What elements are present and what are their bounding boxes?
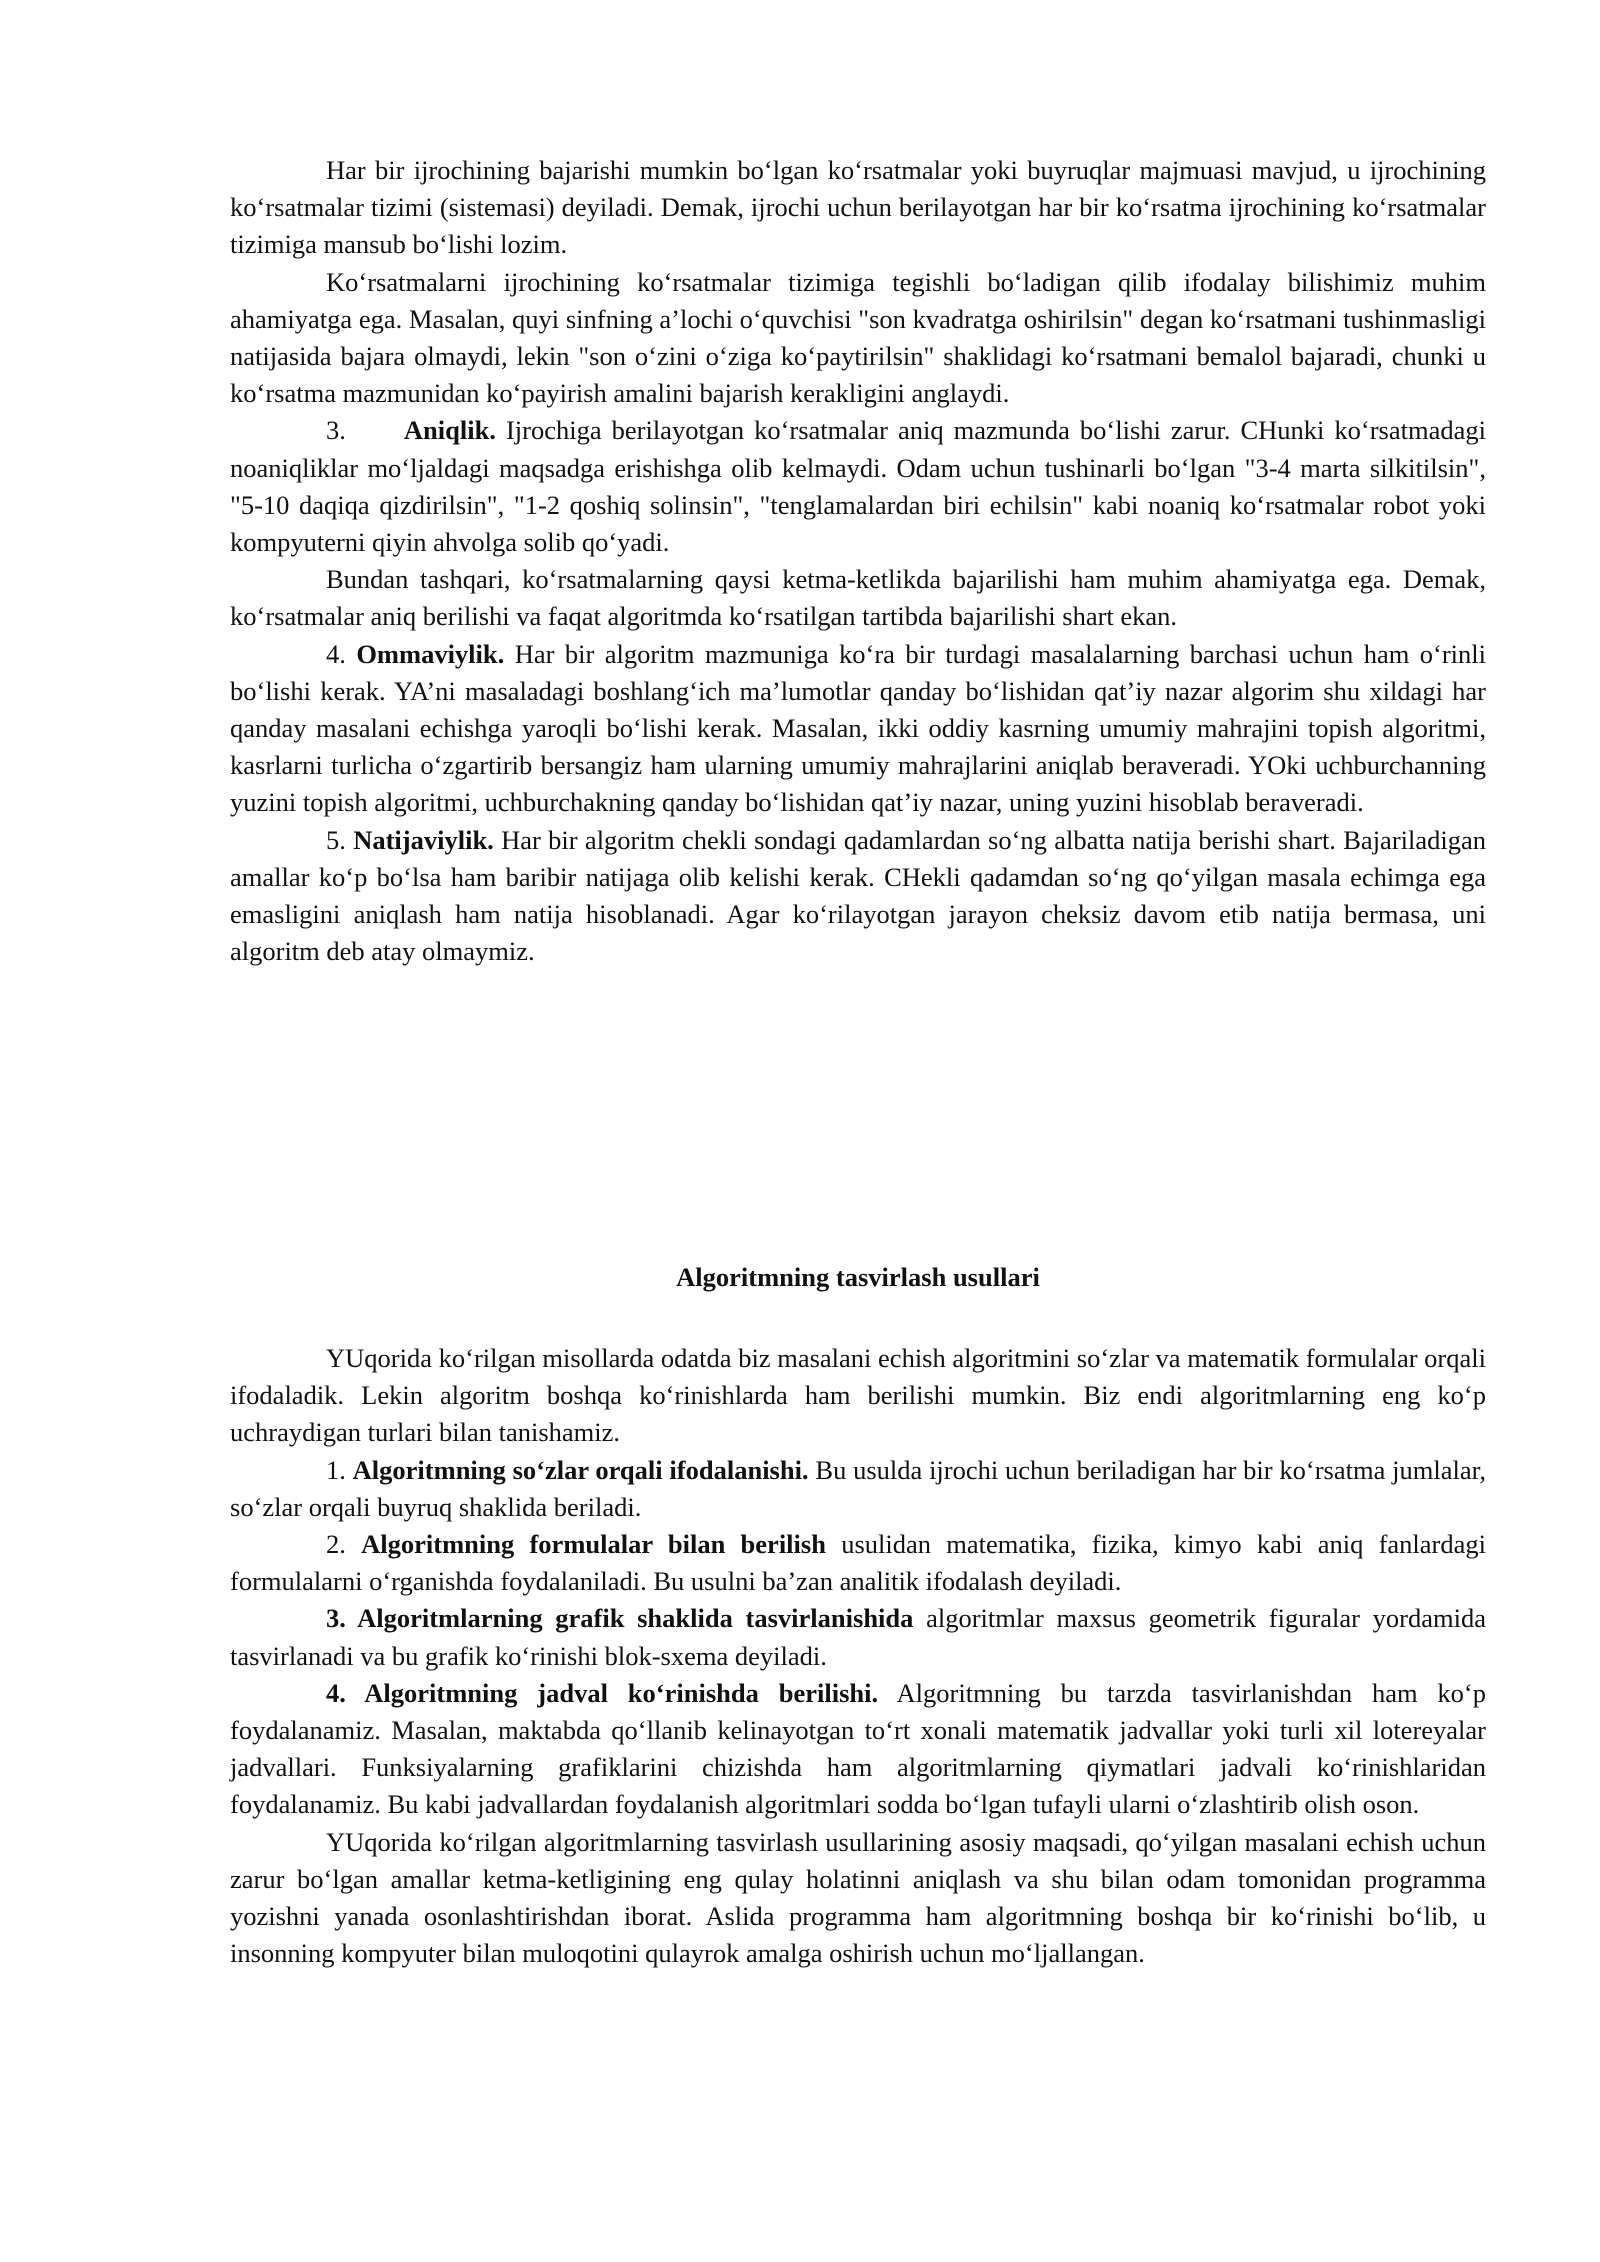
method-text: Algoritmning bu tarzda tasvirlanishdan ham ko‘p foydalanamiz. Masalan, maktabda qo‘llanib kelinayotgan to‘rt xonali matematik jadvallar yoki turli xil lotereyalar jadvallari. Funksiyalarning grafiklarini chizishda ham algoritmlarning qiymatlari jadvali ko‘rinishlaridan foydalanamiz. Bu kabi jadvallardan foydalanish algoritmlari sodda bo‘lgan tufayli ularni o‘zlashtirib olish oson. [230, 1677, 1487, 1820]
list-number: 1. [326, 1454, 353, 1485]
method-text: algoritmlar maxsus geometrik figuralar yordamida tasvirlanadi va bu grafik ko‘rinishi blok-sxema deyiladi. [230, 1603, 1486, 1671]
list-item-title: Natijaviylik. [353, 824, 494, 855]
list-item-title: Aniqlik. [403, 415, 496, 446]
method-title: Algoritmning so‘zlar orqali ifodalanishi. [352, 1454, 809, 1485]
paragraph-intro: YUqorida ko‘rilgan misollarda odatda biz masalani echish algoritmini so‘zlar va matematik formulalar orqali ifodaladik. Lekin algoritm boshqa ko‘rinishlarda ham berilishi mumkin. Biz endi algoritmlarning eng ko‘p uchraydigan turlari bilan tanishamiz. [230, 1343, 1486, 1448]
list-number: 5. [326, 824, 354, 855]
method-table [230, 1675, 1486, 1824]
method-title: Algoritmning formulalar bilan berilish [361, 1529, 826, 1560]
method-title: 4. Algoritmning jadval ko‘rinishda berilishi. [326, 1677, 879, 1708]
paragraph-conclusion: YUqorida ko‘rilgan algoritmlarning tasvirlash usullarining asosiy maqsadi, qo‘yilgan masalani echish uchun zarur bo‘lgan amallar ketma-ketligining eng qulay holatinni aniqlash va shu bilan odam tomonidan programma yozishni yanada osonlashtirishdan iborat. Aslida programma ham algoritmning boshqa bir ko‘rinishi bo‘lib, u insonning kompyuter bilan muloqotini qulayrok amalga oshirish uchun mo‘ljallangan. [230, 1826, 1486, 1969]
list-number: 2. [326, 1529, 362, 1560]
method-text: Bu usulda ijrochi uchun beriladigan har bir ko‘rsatma jumlalar, so‘zlar orqali buyruq shaklida beriladi. [230, 1454, 1486, 1522]
paragraph-instruction-expression: Ko‘rsatmalarni ijrochining ko‘rsatmalar tizimiga tegishli bo‘ladigan qilib ifodalay bilishimiz muhim ahamiyatga ega. Masalan, quyi sinfning a’lochi o‘quvchisi "son kvadratga oshirilsin" degan ko‘rsatmani tushinmasligi natijasida bajara olmaydi, lekin "son o‘zini o‘ziga ko‘paytirilsin" shaklidagi ko‘rsatmani bemalol bajaradi, chunki u ko‘rsatma mazmunidan ko‘payirish amalini bajarish kerakligini anglaydi. [230, 266, 1486, 409]
list-item-text: Ijrochiga berilayotgan ko‘rsatmalar aniq mazmunda bo‘lishi zarur. CHunki ko‘rsatmadagi noaniqliklar mo‘ljaldagi maqsadga erishishga olib kelmaydi. Odam uchun tushinarli bo‘lgan "3-4 marta silkitilsin", "5-10 daqiqa qizdirilsin", "1-2 qoshiq solinsin", "tenglamalardan biri echilsin" kabi noaniq ko‘rsatmalar robot yoki kompyuterni qiyin ahvolga solib qo‘yadi. [230, 415, 1486, 558]
method-title: 3. Algoritmlarning grafik shaklida tasvirlanishida [326, 1603, 914, 1634]
section-criteria [230, 152, 1486, 970]
list-number: 3. [326, 415, 346, 446]
method-verbal [230, 1452, 1486, 1526]
method-formula [230, 1526, 1486, 1600]
paragraph-sequence: Bundan tashqari, ko‘rsatmalarning qaysi ketma-ketlikda bajarilishi ham muhim ahamiyatga ega. Demak, ko‘rsatmalar aniq berilishi va faqat algoritmda ko‘rsatilgan tartibda bajarilishi shart ekan. [230, 564, 1486, 632]
method-graphic [230, 1600, 1486, 1674]
list-number: 4. [326, 638, 357, 669]
method-text: usulidan matematika, fizika, kimyo kabi aniq fanlardagi formulalarni o‘rganishda foydalaniladi. Bu usulni ba’zan analitik ifodalash deyiladi. [230, 1529, 1487, 1597]
list-item-effectiveness [230, 822, 1486, 971]
list-item-accuracy [230, 412, 1486, 561]
list-item-title: Ommaviylik. [356, 638, 505, 669]
paragraph-instruction-system: Har bir ijrochining bajarishi mumkin bo‘lgan ko‘rsatmalar yoki buyruqlar majmuasi mavjud, u ijrochining ko‘rsatmalar tizimi (sistemasi) deyiladi. Demak, ijrochi uchun berilayotgan har bir ko‘rsatma ijrochining ko‘rsatmalar tizimiga mansub bo‘lishi lozim. [230, 155, 1486, 260]
section-representation-methods [230, 1340, 1486, 1972]
list-item-generality [230, 636, 1486, 822]
list-item-text: Har bir algoritm mazmuniga ko‘ra bir turdagi masalalarning barchasi uchun ham o‘rinli bo‘lishi kerak. YA’ni masaladagi boshlang‘ich ma’lumotlar qanday bo‘lishidan qat’iy nazar algorim shu xildagi har qanday masalani echishga yaroqli bo‘lishi kerak. Masalan, ikki oddiy kasrning umumiy mahrajini topish algoritmi, kasrlarni turlicha o‘zgartirib bersangiz ham ularning umumiy mahrajlarini aniqlab beraveradi. YOki uchburchanning yuzini topish algoritmi, uchburchakning qanday bo‘lishidan qat’iy nazar, uning yuzini hisoblab beraveradi. [230, 638, 1487, 818]
list-item-text: Har bir algoritm chekli sondagi qadamlardan so‘ng albatta natija berishi shart. Bajariladigan amallar ko‘p bo‘lsa ham baribir natijaga olib kelishi kerak. CHekli qadamdan so‘ng qo‘yilgan masala echimga ega emasligini aniqlash ham natija hisoblanadi. Agar ko‘rilayotgan jarayon cheksiz davom etib natija bermasa, uni algoritm deb atay olmaymiz. [230, 824, 1486, 967]
section-heading: Algoritmning tasvirlash usullari [676, 1262, 1040, 1292]
